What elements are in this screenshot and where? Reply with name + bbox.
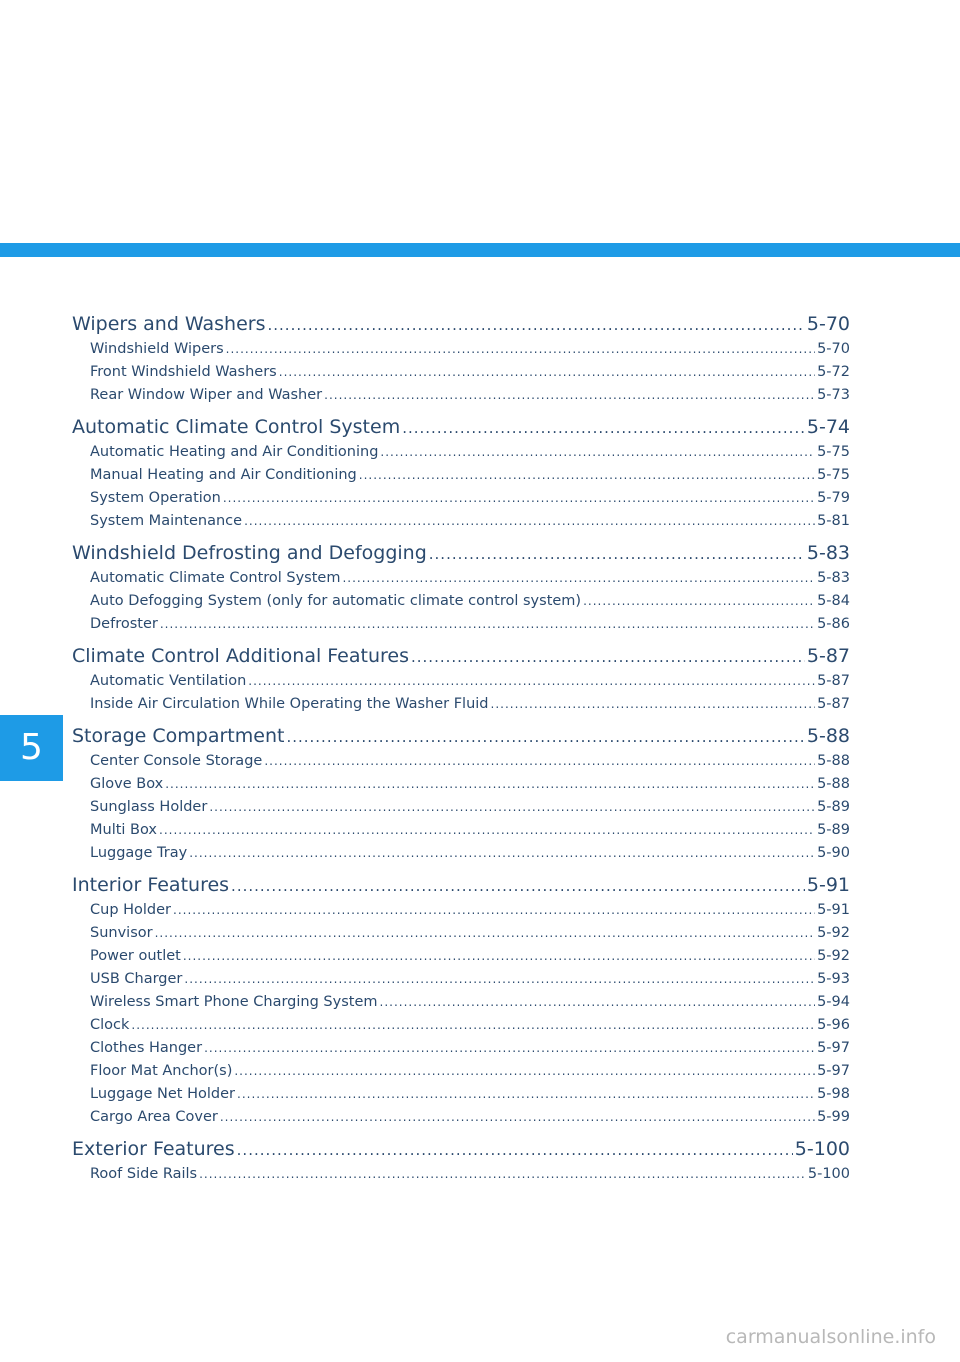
toc-entry[interactable] [72,487,850,510]
toc-entry-page: 5-88 [817,753,850,769]
dot-leader [199,1163,806,1186]
toc-section-title: Automatic Climate Control System [72,416,401,438]
toc-entry[interactable] [72,361,850,384]
toc-entry-page: 5-90 [817,845,850,861]
toc-section [72,539,850,636]
header-color-bar [0,243,960,257]
watermark: carmanualsonline.info [725,1326,936,1348]
toc-entry-title: Luggage Tray [90,845,188,861]
toc-entry-page: 5-75 [817,444,850,460]
toc-entry-page: 5-89 [817,822,850,838]
toc-entry-title: Windshield Wipers [90,341,224,357]
toc-entry[interactable] [72,441,850,464]
toc-entry[interactable] [72,1106,850,1129]
toc-entry[interactable] [72,384,850,407]
toc-entry[interactable] [72,670,850,693]
toc-entry-page: 5-81 [817,513,850,529]
toc-entry[interactable] [72,796,850,819]
toc-entry-title: Automatic Climate Control System [90,570,341,586]
toc-entry[interactable] [72,750,850,773]
toc-entry[interactable] [72,693,850,716]
toc-entry-page: 5-98 [817,1086,850,1102]
toc-entry[interactable] [72,991,850,1014]
dot-leader [402,414,805,441]
toc-entry-title: Roof Side Rails [90,1166,198,1182]
dot-leader [223,487,815,510]
toc-entry[interactable] [72,590,850,613]
toc-section-title: Climate Control Additional Features [72,645,409,667]
toc-entry-title: Automatic Ventilation [90,673,247,689]
toc-section-page: 5-91 [806,874,850,896]
toc-entry-title: Auto Defogging System (only for automatic climate control system) [90,593,582,609]
dot-leader [165,773,815,796]
toc-entry[interactable] [72,613,850,636]
toc-section-heading[interactable] [72,310,850,338]
toc-entry[interactable] [72,510,850,533]
chapter-tab[interactable]: 5 [0,715,63,781]
toc-entry[interactable] [72,1014,850,1037]
toc-entry-page: 5-93 [817,971,850,987]
toc-entry-page: 5-86 [817,616,850,632]
dot-leader [264,750,815,773]
toc-entry[interactable] [72,464,850,487]
dot-leader [380,991,816,1014]
toc-entry[interactable] [72,567,850,590]
dot-leader [231,872,805,899]
dot-leader [131,1014,815,1037]
toc-entry-title: Clothes Hanger [90,1040,203,1056]
toc-entry-title: Manual Heating and Air Conditioning [90,467,357,483]
toc-entry-title: Rear Window Wiper and Washer [90,387,323,403]
toc-section-page: 5-70 [806,313,850,335]
dot-leader [173,899,815,922]
dot-leader [411,643,805,670]
toc-entry-title: Center Console Storage [90,753,263,769]
toc-section [72,722,850,865]
toc-entry-page: 5-83 [817,570,850,586]
dot-leader [268,311,805,338]
toc-entry-title: Floor Mat Anchor(s) [90,1063,233,1079]
toc-entry-page: 5-92 [817,948,850,964]
toc-section-title: Wipers and Washers [72,313,266,335]
dot-leader [220,1106,815,1129]
toc-section-page: 5-88 [806,725,850,747]
dot-leader [204,1037,815,1060]
toc-entry-title: Power outlet [90,948,181,964]
toc-entry-page: 5-97 [817,1040,850,1056]
dot-leader [244,510,815,533]
toc-entry-page: 5-94 [817,994,850,1010]
toc-section-page: 5-87 [806,645,850,667]
dot-leader [359,464,815,487]
toc-entry-page: 5-100 [807,1166,850,1182]
toc-entry-title: Defroster [90,616,158,632]
toc-section-heading[interactable] [72,642,850,670]
dot-leader [286,723,804,750]
toc-entry[interactable] [72,1083,850,1106]
dot-leader [324,384,815,407]
toc-section [72,642,850,716]
dot-leader [237,1083,815,1106]
table-of-contents [72,310,850,1192]
dot-leader [159,819,815,842]
dot-leader [491,693,816,716]
toc-entry[interactable] [72,842,850,865]
toc-section-heading[interactable] [72,871,850,899]
toc-entry-page: 5-87 [817,696,850,712]
dot-leader [583,590,815,613]
toc-entry-title: System Maintenance [90,513,243,529]
toc-entry[interactable] [72,1060,850,1083]
toc-entry-title: Luggage Net Holder [90,1086,235,1102]
toc-section-title: Exterior Features [72,1138,235,1160]
toc-entry-page: 5-75 [817,467,850,483]
toc-entry-title: Wireless Smart Phone Charging System [90,994,378,1010]
toc-entry[interactable] [72,773,850,796]
toc-entry-title: Cup Holder [90,902,172,918]
dot-leader [342,567,815,590]
dot-leader [183,945,815,968]
toc-entry[interactable] [72,968,850,991]
dot-leader [380,441,815,464]
toc-entry-title: Sunglass Holder [90,799,208,815]
dot-leader [160,613,815,636]
toc-entry[interactable] [72,922,850,945]
toc-entry-title: Glove Box [90,776,164,792]
toc-entry[interactable] [72,1163,850,1186]
toc-entry-page: 5-91 [817,902,850,918]
dot-leader [237,1136,793,1163]
toc-entry-title: USB Charger [90,971,183,987]
toc-entry-page: 5-99 [817,1109,850,1125]
toc-entry-page: 5-73 [817,387,850,403]
toc-entry-page: 5-97 [817,1063,850,1079]
toc-section-heading[interactable] [72,1135,850,1163]
toc-entry[interactable] [72,819,850,842]
toc-entry-title: System Operation [90,490,221,506]
toc-section [72,871,850,1129]
toc-entry[interactable] [72,945,850,968]
toc-entry-title: Cargo Area Cover [90,1109,218,1125]
toc-entry-page: 5-89 [817,799,850,815]
dot-leader [209,796,815,819]
toc-entry[interactable] [72,338,850,361]
dot-leader [279,361,815,384]
toc-section-title: Windshield Defrosting and Defogging [72,542,427,564]
toc-entry-title: Inside Air Circulation While Operating the Washer Fluid [90,696,489,712]
toc-entry-page: 5-92 [817,925,850,941]
toc-entry-page: 5-96 [817,1017,850,1033]
dot-leader [184,968,815,991]
toc-section-page: 5-74 [806,416,850,438]
dot-leader [234,1060,815,1083]
toc-entry-page: 5-72 [817,364,850,380]
toc-entry-title: Front Windshield Washers [90,364,277,380]
toc-entry-page: 5-84 [817,593,850,609]
dot-leader [248,670,815,693]
toc-section [72,1135,850,1186]
toc-entry-page: 5-88 [817,776,850,792]
dot-leader [429,540,805,567]
toc-section [72,310,850,407]
toc-section-heading[interactable] [72,539,850,567]
toc-entry-title: Multi Box [90,822,158,838]
toc-entry-page: 5-70 [817,341,850,357]
toc-section-heading[interactable] [72,722,850,750]
dot-leader [226,338,815,361]
dot-leader [155,922,815,945]
toc-entry[interactable] [72,1037,850,1060]
toc-section [72,413,850,533]
toc-section-page: 5-100 [794,1138,850,1160]
toc-entry-page: 5-87 [817,673,850,689]
toc-entry[interactable] [72,899,850,922]
toc-section-page: 5-83 [806,542,850,564]
toc-entry-title: Sunvisor [90,925,153,941]
toc-entry-title: Clock [90,1017,130,1033]
toc-entry-title: Automatic Heating and Air Conditioning [90,444,379,460]
toc-entry-page: 5-79 [817,490,850,506]
toc-section-title: Interior Features [72,874,230,896]
toc-section-title: Storage Compartment [72,725,285,747]
dot-leader [189,842,815,865]
toc-section-heading[interactable] [72,413,850,441]
